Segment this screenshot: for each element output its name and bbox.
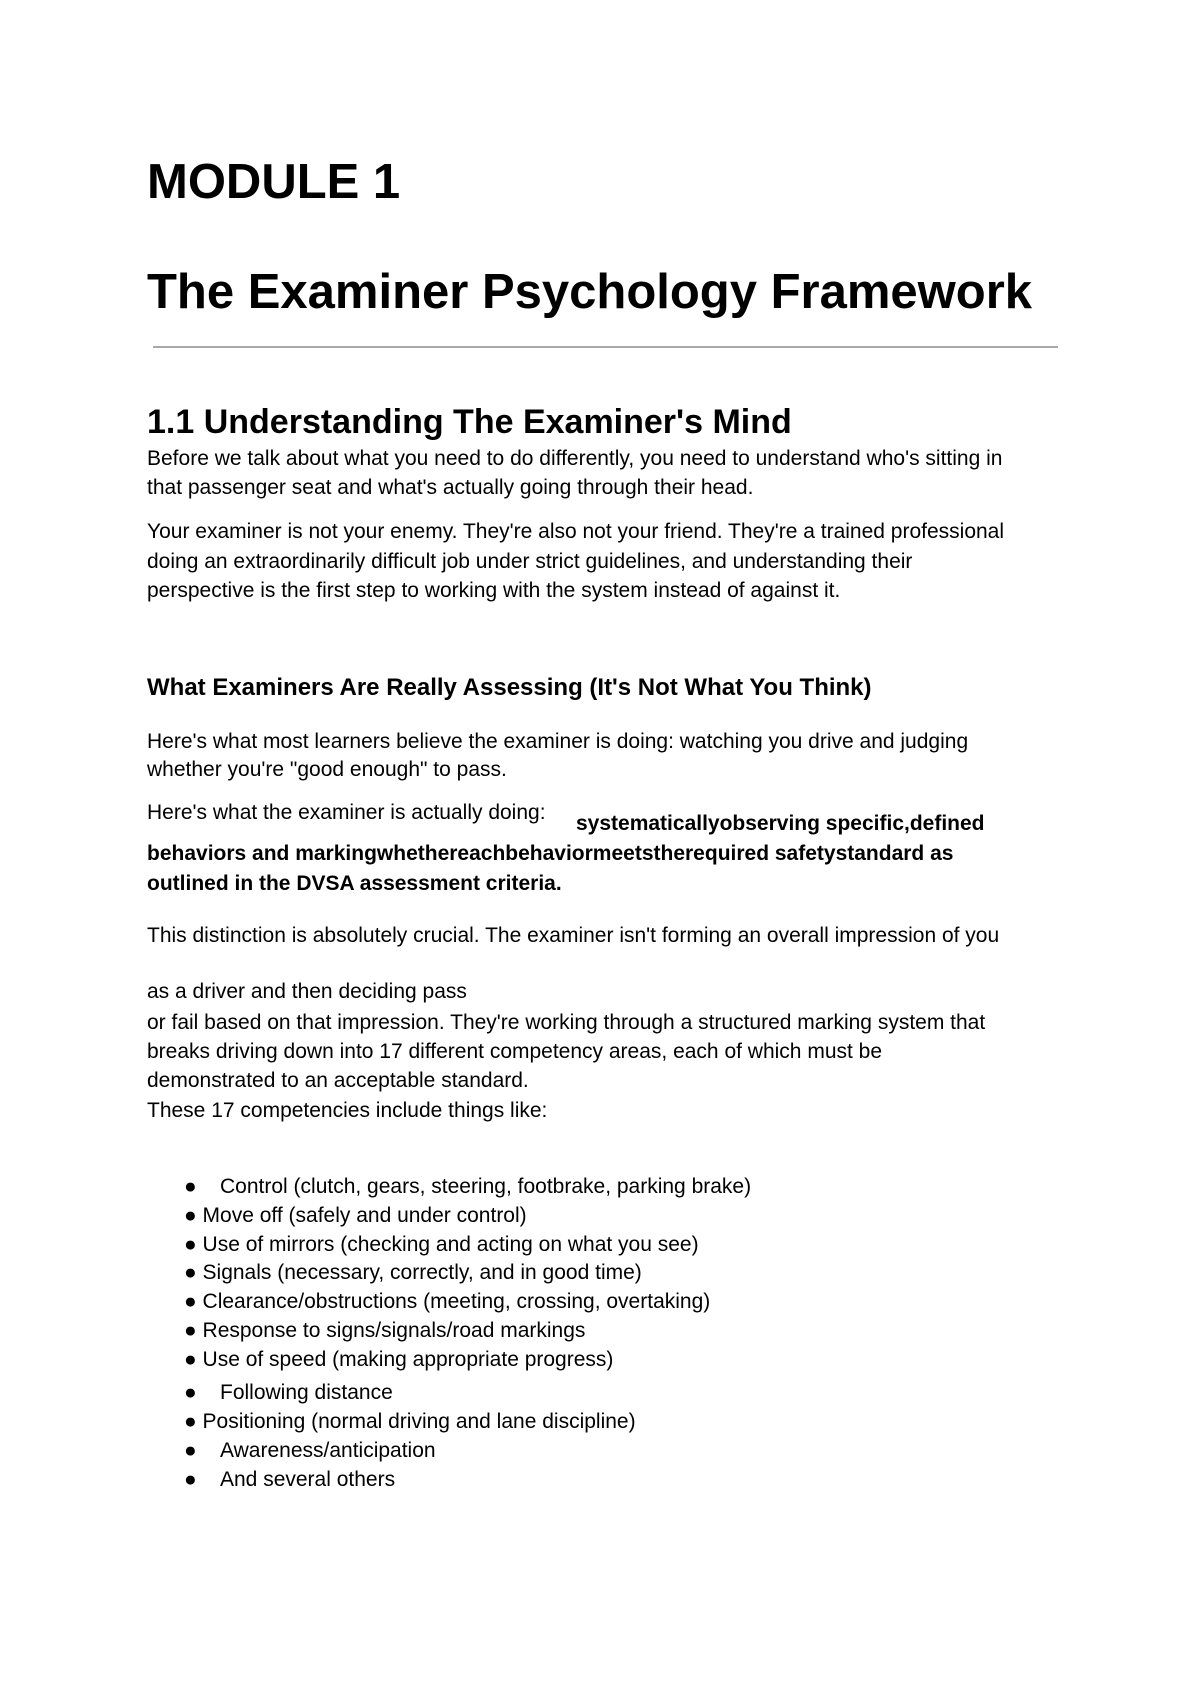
list-item-text: Clearance/obstructions (meeting, crossing, overtaking) [202, 1290, 711, 1313]
list-item [184, 1262, 642, 1283]
list-item-text: Use of speed (making appropriate progress) [202, 1348, 614, 1371]
module-title: MODULE 1 [147, 155, 401, 209]
bullet-icon: ● [184, 1261, 197, 1284]
list-item-text: Move off (safely and under control) [202, 1204, 527, 1227]
bullet-icon: ● [184, 1381, 197, 1404]
list-item-text: Signals (necessary, correctly, and in good time) [202, 1261, 642, 1284]
list-item-text: Following distance [220, 1381, 393, 1404]
subsection-heading: What Examiners Are Really Assessing (It's Not What You Think) [147, 674, 872, 701]
list-item [184, 1234, 699, 1255]
actual-bold-line-1: behaviors and markingwhethereachbehaviormeetstherequired safetystandard as [147, 842, 954, 865]
intro-line-2: that passenger seat and what's actually going through their head. [147, 476, 754, 499]
list-item [184, 1205, 527, 1226]
list-item-text: Positioning (normal driving and lane discipline) [202, 1410, 636, 1433]
bullet-icon: ● [184, 1319, 197, 1342]
list-item [184, 1291, 710, 1312]
bullet-icon: ● [184, 1348, 197, 1371]
belief-line-1: Here's what most learners believe the examiner is doing: watching you drive and judging [147, 730, 969, 753]
intro-line-1: Before we talk about what you need to do differently, you need to understand who's sitting in [147, 447, 1003, 470]
list-item-text: Awareness/anticipation [220, 1439, 436, 1462]
list-item [184, 1440, 436, 1461]
continuation-line-3: breaks driving down into 17 different competency areas, each of which must be [147, 1040, 883, 1063]
list-item [184, 1349, 613, 1370]
list-item-text: Control (clutch, gears, steering, footbrake, parking brake) [220, 1175, 752, 1198]
list-item-text: And several others [220, 1468, 396, 1491]
list-item-text: Use of mirrors (checking and acting on what you see) [202, 1233, 699, 1256]
continuation-line-5: These 17 competencies include things like: [147, 1099, 548, 1122]
bullet-icon: ● [184, 1175, 197, 1198]
distinction-line: This distinction is absolutely crucial. The examiner isn't forming an overall impression of you [147, 924, 1000, 947]
bullet-icon: ● [184, 1290, 197, 1313]
horizontal-divider [153, 346, 1058, 348]
framework-title: The Examiner Psychology Framework [147, 265, 1033, 319]
belief-line-2: whether you're "good enough" to pass. [147, 758, 507, 781]
list-item [184, 1469, 395, 1490]
bullet-icon: ● [184, 1204, 197, 1227]
continuation-line-2: or fail based on that impression. They're working through a structured marking system that [147, 1011, 986, 1034]
section-heading: 1.1 Understanding The Examiner's Mind [147, 403, 792, 441]
continuation-line-4: demonstrated to an acceptable standard. [147, 1069, 529, 1092]
bullet-icon: ● [184, 1410, 197, 1433]
continuation-line-1: as a driver and then deciding pass [147, 980, 467, 1003]
para2-line-3: perspective is the first step to working with the system instead of against it. [147, 579, 841, 602]
para2-line-2: doing an extraordinarily difficult job under strict guidelines, and understanding their [147, 550, 913, 573]
list-item-text: Response to signs/signals/road markings [202, 1319, 586, 1342]
actual-bold-first: systematicallyobserving specific,defined [576, 812, 985, 835]
list-item [184, 1382, 393, 1403]
list-item [184, 1176, 751, 1197]
bullet-icon: ● [184, 1439, 197, 1462]
para2-line-1: Your examiner is not your enemy. They're also not your friend. They're a trained professional [147, 520, 1005, 543]
actual-lead-text: Here's what the examiner is actually doing: [147, 801, 546, 824]
actual-bold-line-2: outlined in the DVSA assessment criteria. [147, 872, 562, 895]
list-item [184, 1411, 636, 1432]
bullet-icon: ● [184, 1468, 197, 1491]
bullet-icon: ● [184, 1233, 197, 1256]
list-item [184, 1320, 585, 1341]
